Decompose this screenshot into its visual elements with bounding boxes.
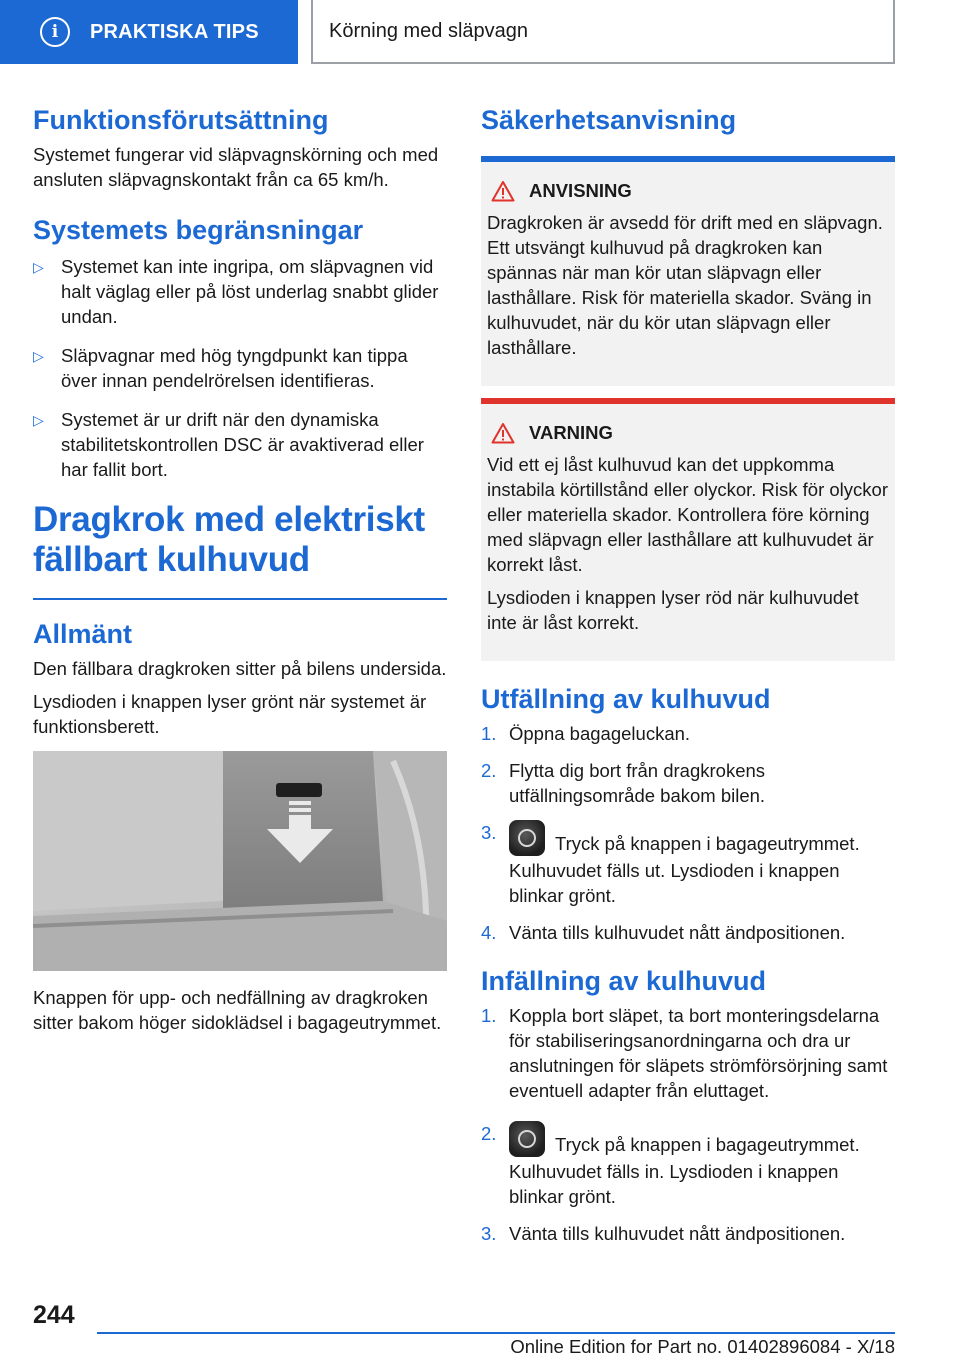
list-item: 1. Koppla bort släpet, ta bort monteringsdelarna för stabiliseringsanordningarna och dra ur anslutningen för släpets strömförsörjning samt eventuell adapter från eluttaget. [481,1005,888,1101]
chapter-title: Körning med släpvagn [311,0,895,64]
warning-text-2: Lysdioden i knappen lyser röd när kulhuvudet inte är låst korrekt. [487,587,859,633]
safety-heading: Säkerhetsanvisning [481,105,737,135]
warning-text-1: Vid ett ej låst kulhuvud kan det uppkomma instabila körtillstånd eller olyckor. Risk för olyckor eller materiella skador. Kontrollera före körning med släpvagn eller lasthållare att kulhuvudet är korrekt låst. [487,454,888,575]
func-text: Systemet fungerar vid släpvagnskörning och med ansluten släpvagnskontakt från ca 65 km/h. [33,144,439,190]
out-heading: Utfällning av kulhuvud [481,684,771,714]
warning-box [481,398,895,661]
list-item: 3. Vänta tills kulhuvudet nått ändpositionen. [481,1223,846,1244]
list-item: ▷ Släpvagnar med hög tyngdpunkt kan tippa över innan pendelrörelsen identifieras. [33,345,408,391]
triangle-bullet-icon: ▷ [33,348,44,364]
limits-heading: Systemets begränsningar [33,215,364,245]
in-steps [481,1003,895,1246]
heading-rule [33,598,447,600]
general-text-2: Lysdioden i knappen lyser grönt när systemet är funktionsberett. [33,691,427,737]
triangle-bullet-icon: ▷ [33,259,44,275]
photo-caption: Knappen för upp- och nedfällning av dragkroken sitter bakom höger sidoklädsel i bagageutrymmet. [33,987,442,1033]
warning-triangle-icon [491,180,515,202]
step-result: Kulhuvudet fälls ut. Lysdioden i knappen blinkar grönt. [509,860,840,906]
list-item: 2. Tryck på knappen i bagageutrymmet. Kulhuvudet fälls in. Lysdioden i knappen blinkar grönt. [481,1121,895,1209]
in-heading: Infällning av kulhuvud [481,966,767,996]
warning-triangle-icon [491,422,515,444]
trailer-hitch-button-icon [509,820,545,856]
triangle-bullet-icon: ▷ [33,412,44,428]
warning-title-row [487,422,889,444]
general-text-1: Den fällbara dragkroken sitter på bilens undersida. [33,658,447,679]
notice-title-row [487,180,889,202]
out-steps [481,721,895,945]
page-number: 244 [33,1301,75,1329]
notice-text: Dragkroken är avsedd för drift med en släpvagn. Ett utsvängt kulhuvud på dragkroken kan spännas när man kör utan släpvagn eller lasthållare. Risk för materiella skador. Sväng in kulhuvudet, när du kör utan släpvagn eller lasthållare. [487,212,883,358]
section-tab-label: PRAKTISKA TIPS [90,20,259,43]
limits-list [33,254,447,482]
list-item: 4. Vänta tills kulhuvudet nått ändpositionen. [481,922,846,943]
trunk-photo [33,751,447,971]
list-item: ▷ Systemet är ur drift när den dynamiska stabilitetskontrollen DSC är avaktiverad eller har fallit bort. [33,409,424,480]
trailer-hitch-button-icon [509,1121,545,1157]
warning-title: VARNING [529,422,613,443]
list-item: 1. Öppna bagageluckan. [481,723,691,744]
section-tab[interactable] [0,0,298,64]
info-icon: i [40,17,70,47]
left-column [33,96,447,1043]
notice-title: ANVISNING [529,180,632,201]
notice-box [481,156,895,386]
footer-rule [97,1332,895,1334]
right-column [481,96,895,1258]
main-heading: Dragkrok med elektriskt fällbart kulhuvud [33,500,425,579]
general-heading: Allmänt [33,619,133,649]
func-heading: Funktionsförutsättning [33,105,329,135]
list-item: ▷ Systemet kan inte ingripa, om släpvagnen vid halt väglag eller på löst underlag snabbt glider undan. [33,256,439,327]
list-item: 2. Flytta dig bort från dragkrokens utfällningsområde bakom bilen. [481,760,766,806]
list-item: 3. Tryck på knappen i bagageutrymmet. Kulhuvudet fälls ut. Lysdioden i knappen blinkar grönt. [481,820,895,908]
step-result: Kulhuvudet fälls in. Lysdioden i knappen blinkar grönt. [509,1161,839,1207]
edition-text: Online Edition for Part no. 01402896084 - X/18 [510,1336,895,1357]
